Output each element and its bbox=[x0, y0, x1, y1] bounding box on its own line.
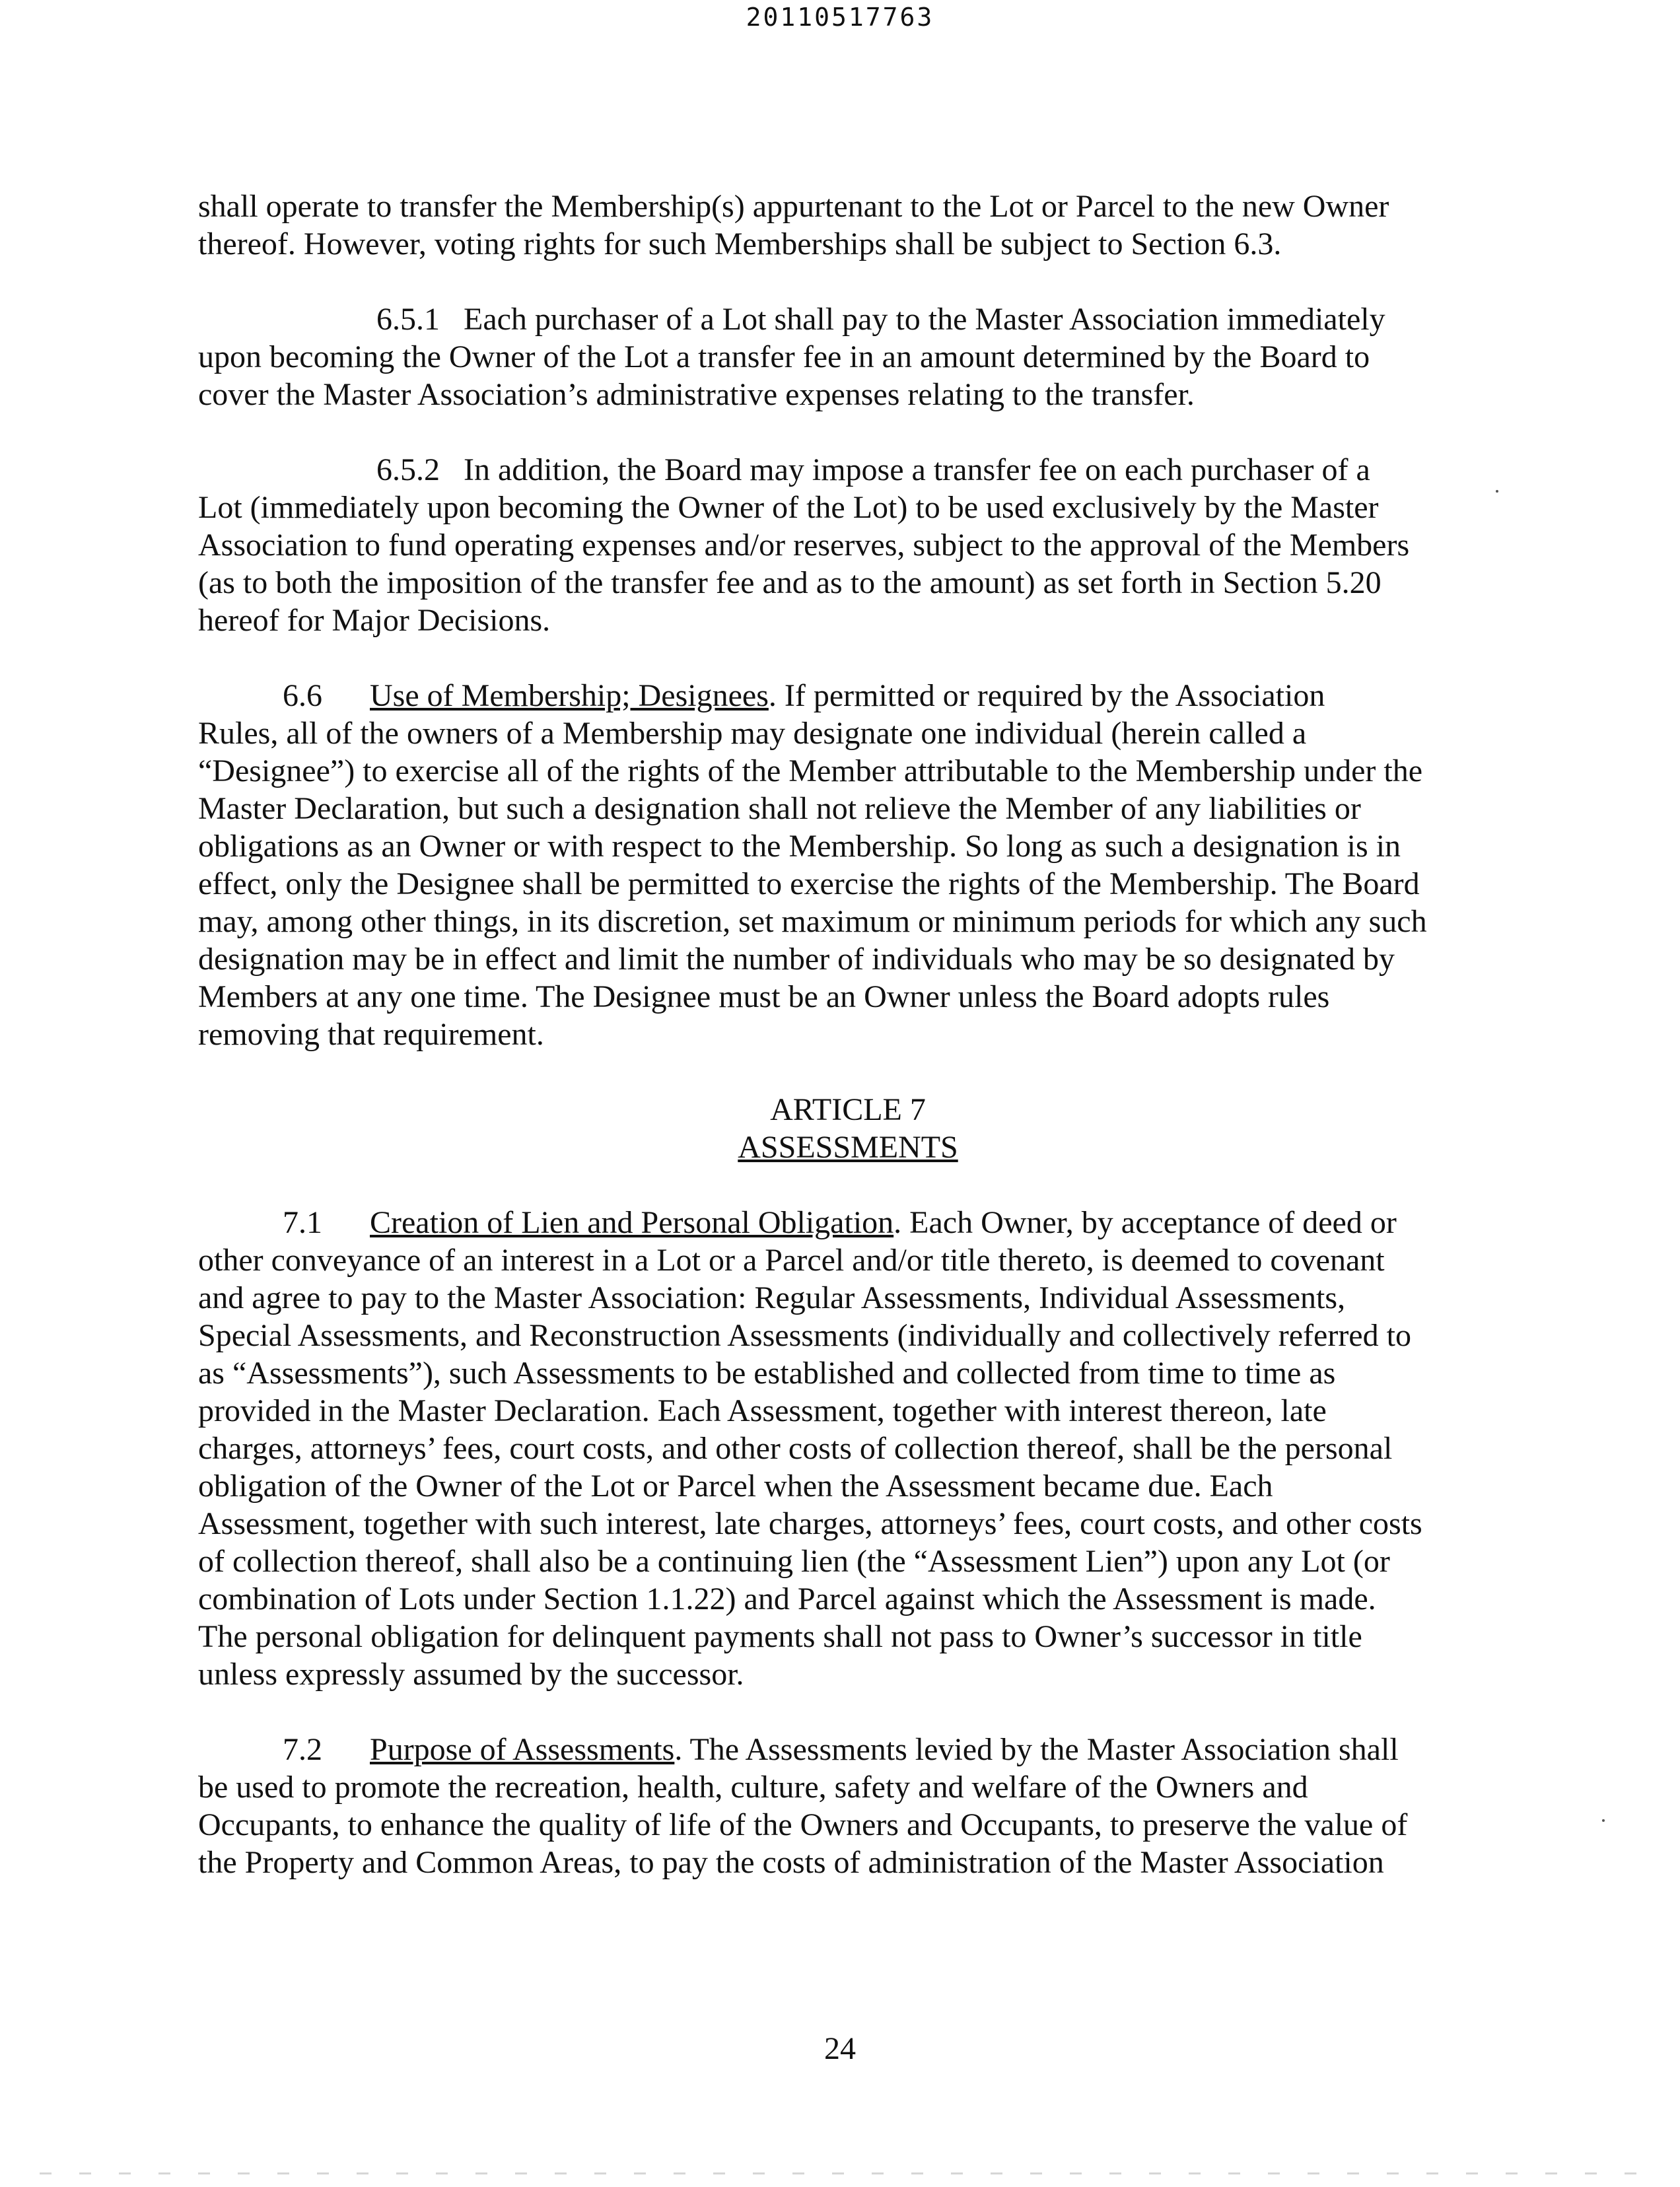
section-number: 7.1 bbox=[283, 1205, 322, 1240]
article-heading bbox=[198, 1091, 1498, 1166]
article-title: ASSESSMENTS bbox=[738, 1130, 958, 1165]
section-6-5-1 bbox=[198, 300, 1498, 413]
section-heading: Creation of Lien and Personal Obligation bbox=[370, 1205, 894, 1240]
section-number: 6.5.1 bbox=[376, 302, 440, 337]
scan-speck bbox=[1602, 1819, 1605, 1822]
section-text: If permitted or required by the Association Rules, all of the owners of a Membership may designate one individual (herein called a “Designee”) to exercise all of the rights of the Member attributable to the Membership under the Master Declaration, but such a designation shall not relieve the Member of any liabilities or obligations as an Owner or with respect to the Membership. So long as such a designation is in effect, only the Designee shall be permitted to exercise the rights of the Membership. The Board may, among other things, in its discretion, set maximum or minimum periods for which any such designation may be in effect and limit the number of individuals who may be so designated by Members at any one time. The Designee must be an Owner unless the Board adopts rules removing that requirement. bbox=[198, 678, 1427, 1052]
document-body bbox=[198, 188, 1498, 1919]
article-label: ARTICLE 7 bbox=[770, 1092, 926, 1127]
section-6-5-2 bbox=[198, 451, 1498, 639]
scan-noise-line bbox=[40, 2172, 1638, 2174]
section-number: 7.2 bbox=[283, 1732, 322, 1767]
section-heading: Purpose of Assessments bbox=[370, 1732, 675, 1767]
scan-speck bbox=[1496, 490, 1498, 493]
section-number: 6.5.2 bbox=[376, 452, 440, 487]
section-7-2: 7.2 Purpose of Assessments. The Assessments levied by the Master Association shall be used to promote the recreation, health, culture, safety and welfare of the Owners and Occupants, to enhance the quality of life of the Owners and Occupants, to preserve the value of the Property and Common Areas, to pay the costs of administration of the Master Association bbox=[198, 1732, 1408, 1880]
recording-number: 20110517763 bbox=[746, 3, 934, 32]
section-text: Each purchaser of a Lot shall pay to the Master Association immediately upon becoming the Owner of the Lot a transfer fee in an amount determined by the Board to cover the Master Association’s administrative expenses relating to the transfer. bbox=[198, 302, 1385, 412]
section-text: In addition, the Board may impose a transfer fee on each purchaser of a Lot (immediately upon becoming the Owner of the Lot) to be used exclusively by the Master Association to fund operating expenses and/or reserves, subject to the approval of the Members (as to both the imposition of the transfer fee and as to the amount) as set forth in Section 5.20 hereof for Major Decisions. bbox=[198, 452, 1410, 638]
section-6-6: 6.6 Use of Membership; Designees. If permitted or required by the Association Rules, all of the owners of a Membership may designate one individual (herein called a “Designee”) to exercise all of the rights of the Member attributable to the Membership under the Master Declaration, but such a designation shall not relieve the Member of any liabilities or obligations as an Owner or with respect to the Membership. So long as such a designation is in effect, only the Designee shall be permitted to exercise the rights of the Membership. The Board may, among other things, in its discretion, set maximum or minimum periods for which any such designation may be in effect and limit the number of individuals who may be so designated by Members at any one time. The Designee must be an Owner unless the Board adopts rules removing that requirement. bbox=[198, 678, 1427, 1052]
section-text: Each Owner, by acceptance of deed or other conveyance of an interest in a Lot or a Parcel and/or title thereto, is deemed to covenant and agree to pay to the Master Association: Regular Assessments, Individual Assessments, Special Assessments, and Reconstruction Assessments (individually and collectively referred to as “Assessments”), such Assessments to be established and collected from time to time as provided in the Master Declaration. Each Assessment, together with interest thereon, late charges, attorneys’ fees, court costs, and other costs of collection thereof, shall be the personal obligation of the Owner of the Lot or Parcel when the Assessment became due. Each Assessment, together with such interest, late charges, attorneys’ fees, court costs, and other costs of collection thereof, shall also be a continuing lien (the “Assessment Lien”) upon any Lot (or combination of Lots under Section 1.1.22) and Parcel against which the Assessment is made. The personal obligation for delinquent payments shall not pass to Owner’s successor in title unless expressly assumed by the successor. bbox=[198, 1205, 1422, 1692]
section-number: 6.6 bbox=[283, 678, 322, 713]
section-text: The Assessments levied by the Master Association shall be used to promote the recreation, health, culture, safety and welfare of the Owners and Occupants, to enhance the quality of life of the Owners and Occupants, to preserve the value of the Property and Common Areas, to pay the costs of administration of the Master Association bbox=[198, 1732, 1408, 1880]
section-heading: Use of Membership; Designees bbox=[370, 678, 769, 713]
section-7-1: 7.1 Creation of Lien and Personal Obligation. Each Owner, by acceptance of deed or other conveyance of an interest in a Lot or a Parcel and/or title thereto, is deemed to covenant and agree to pay to the Master Association: Regular Assessments, Individual Assessments, Special Assessments, and Reconstruction Assessments (individually and collectively referred to as “Assessments”), such Assessments to be established and collected from time to time as provided in the Master Declaration. Each Assessment, together with interest thereon, late charges, attorneys’ fees, court costs, and other costs of collection thereof, shall be the personal obligation of the Owner of the Lot or Parcel when the Assessment became due. Each Assessment, together with such interest, late charges, attorneys’ fees, court costs, and other costs of collection thereof, shall also be a continuing lien (the “Assessment Lien”) upon any Lot (or combination of Lots under Section 1.1.22) and Parcel against which the Assessment is made. The personal obligation for delinquent payments shall not pass to Owner’s successor in title unless expressly assumed by the successor. bbox=[198, 1205, 1422, 1692]
page-number: 24 bbox=[824, 2031, 856, 2066]
paragraph-continuation: shall operate to transfer the Membership(s) appurtenant to the Lot or Parcel to the new Owner thereof. However, voting rights for such Memberships shall be subject to Section 6.3. bbox=[198, 189, 1389, 261]
